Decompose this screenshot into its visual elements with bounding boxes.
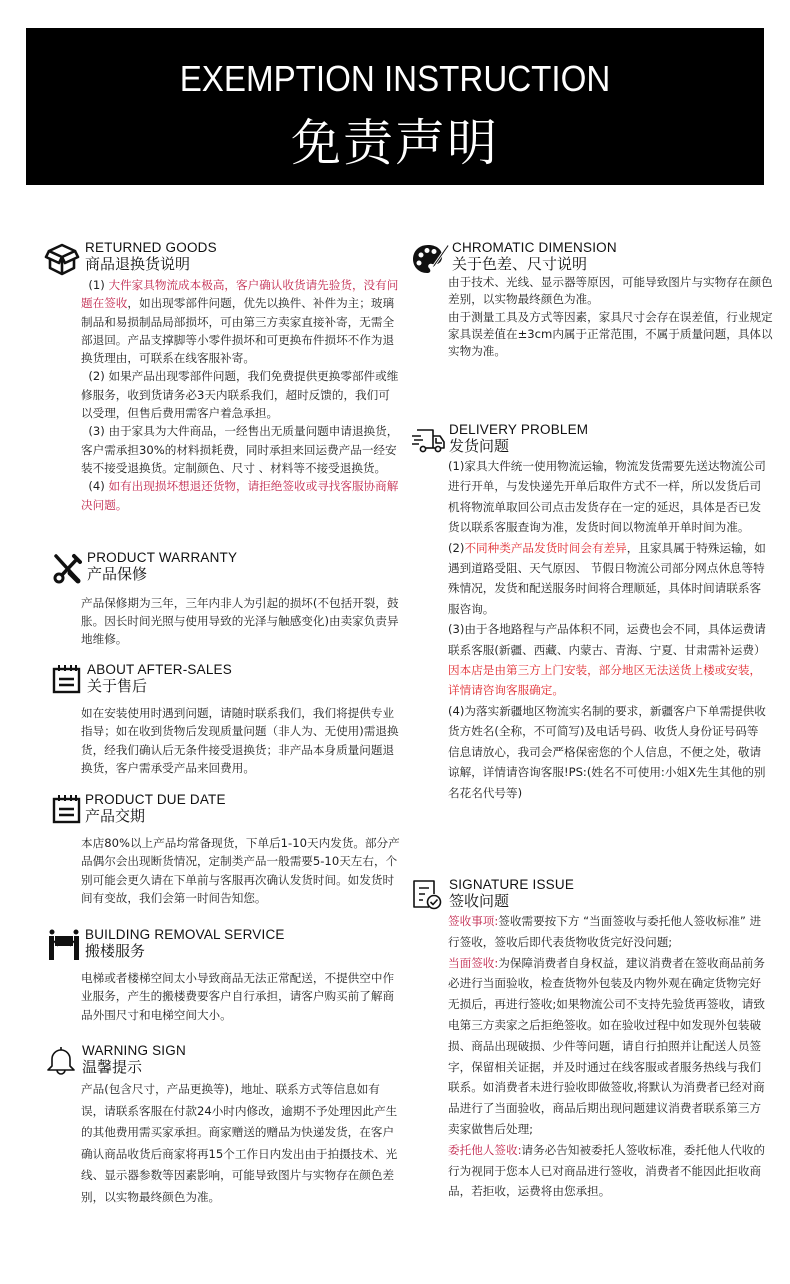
- delivery-truck-icon: [411, 426, 446, 456]
- delivery-body: [448, 456, 770, 803]
- bell-icon: [46, 1045, 76, 1077]
- signature-body: [448, 911, 770, 1202]
- list-item: (3) 由于家具为大件商品，一经售出无质量问题申请退换货，客户需承担30%的材料损耗费，同时承担来回运费产品一经安装不接受退换货。定制颜色、尺寸 、材料等不接受退换货。: [81, 424, 399, 475]
- list-item: (1) 大件家具物流成本极高，客户确认收货请先验货，没有问题在签收，如出现零部件问题，优先以换件、补件为主；玻璃制品和易损制品局部损坏，可由第三方卖家直接补寄，无需全部退回。产品支撑脚等小零件损坏和可更换布件损坏不作为退换货理由，可联系在线客服补寄。: [81, 278, 399, 366]
- banner-title-en: EXEMPTION INSTRUCTION: [179, 58, 611, 99]
- product-warranty-body: 产品保修期为三年，三年内非人为引起的损坏(不包括开裂，鼓胀。因长时间光照与使用导致的光泽与触感变化)由卖家负责异地维修。: [81, 596, 399, 646]
- list-item: 委托他人签收:请务必告知被委托人签收标准，委托他人代收的行为视同于您本人已对商品进行签收，消费者不能因此拒收商品，若拒收，运费将由您承担。: [448, 1142, 765, 1199]
- section-title-cn: 温馨提示: [82, 1058, 143, 1076]
- list-item: (4) 如有出现损坏想退还货物，请拒绝签收或寻找客服协商解决问题。: [81, 479, 399, 512]
- palette-icon: [412, 242, 450, 276]
- paragraph: 由于技术、光线、显示器等原因，可能导致图片与实物存在颜色差别，以实物最终颜色为准。: [448, 275, 773, 307]
- section-title-en: PRODUCT DUE DATE: [85, 792, 226, 807]
- section-title-cn: 发货问题: [449, 437, 510, 455]
- section-returned-goods: [44, 240, 399, 514]
- list-item: (3)由于各地路程与产品体积不同，运费也会不同，具体运费请联系客服(新疆、西藏、内蒙古、青海、宁夏、甘肃需补运费）因本店是由第三方上门安装，部分地区无法送货上楼或安装，详情请咨询客服确定。: [448, 622, 766, 698]
- chromatic-body: [448, 274, 773, 360]
- section-delivery: [411, 422, 773, 803]
- banner-title-cn: 免责声明: [291, 114, 499, 172]
- section-warning-sign: [46, 1043, 401, 1208]
- section-product-warranty: [52, 550, 402, 648]
- section-title-en: PRODUCT WARRANTY: [87, 550, 238, 565]
- paragraph: 由于测量工具及方式等因素，家具尺寸会存在误差值，行业规定家具误差值在±3cm内属于正常范围，不属于质量问题，具体以实物为准。: [448, 309, 773, 359]
- signed-document-icon: [412, 879, 442, 911]
- due-date-body: 本店80%以上产品均常备现货，下单后1-10天内发货。部分产品偶尔会出现断货情况，定制类产品一般需要5-10天左右，个别可能会更久请在下单前与客服再次确认发货时间。如发货时间有变故，我们会第一时间告知您。: [81, 836, 400, 905]
- list-item: 签收事项:签收需要按下方 “当面签收与委托他人签收标准” 进行签收，签收后即代表货物收货完好没问题;: [448, 914, 762, 949]
- section-title-cn: 产品交期: [85, 807, 146, 825]
- header-banner: [26, 28, 764, 185]
- section-title-en: BUILDING REMOVAL SERVICE: [85, 927, 285, 942]
- section-title-cn: 签收问题: [449, 892, 510, 910]
- list-item: 当面签收:为保障消费者自身权益，建议消费者在签收商品前务必进行当面验收，检查货物外包装及内物外观在确定货物完好无损后，再进行签收;如果物流公司不支持先验货再签收，请致电第三方卖家之后拒绝签收。如在验收过程中如发现外包装破损、商品出现破损、少件等问题，请自行拍照并让配送人员签字，保留相关证据，并及时通过在线客服或者服务热线与我们联系。如消费者未进行验收即做签收,将默认为消费者已经对商品进行了当面验收，商品后期出现问题建议消费者联系第三方卖家做售后处理;: [448, 955, 765, 1136]
- list-item: (1)家具大件统一使用物流运输，物流发货需要先送达物流公司进行开单，与发快递先开单后取件方式不一样，所以发货后司机将物流单取回公司点击发货存在一定的延迟，具体是否已发货以联系客服查询为准，发货时间以物流单开单时间为准。: [448, 459, 766, 535]
- section-title-en: WARNING SIGN: [82, 1043, 186, 1058]
- section-title-cn: 关于售后: [87, 677, 148, 695]
- list-item: (2) 如果产品出现零部件问题，我们免费提供更换零部件或维修服务，收到货请务必3天内联系我们，超时反馈的，我们可以受理，但售后费用需客户着急承担。: [81, 369, 399, 421]
- section-signature: [412, 877, 774, 1202]
- section-title-en: RETURNED GOODS: [85, 240, 217, 255]
- movers-icon: [48, 929, 80, 961]
- open-box-icon: [44, 242, 80, 276]
- list-item: (2)不同种类产品发货时间会有差异，且家具属于特殊运输，如遇到道路受阻、天气原因、 节假日物流公司部分网点休息等特殊情况，发货和配送服务时间将合理顺延，具体时间请联系客服咨询。: [448, 540, 766, 616]
- calendar-icon: [52, 664, 81, 694]
- removal-service-body: 电梯或者楼梯空间太小导致商品无法正常配送，不提供空中作业服务，产生的搬楼费要客户自行承担，请客户购买前了解商品外围尺寸和电梯空间大小。: [81, 971, 395, 1022]
- returned-goods-body: [81, 276, 399, 514]
- section-title-cn: 产品保修: [87, 565, 148, 583]
- section-title-cn: 搬楼服务: [85, 942, 146, 960]
- wrench-screwdriver-icon: [52, 552, 82, 584]
- after-sales-body: 如在安装使用时遇到问题，请随时联系我们，我们将提供专业指导；如在收到货物后发现质量问题（非人为、无使用)需退换货，经我们确认后无条件接受退换货；非产品本身质量问题退换货，客户需承受产品来回费用。: [81, 706, 399, 775]
- section-title-en: ABOUT AFTER-SALES: [87, 662, 232, 677]
- section-removal-service: [48, 927, 403, 1024]
- calendar-icon: [52, 794, 81, 824]
- section-title-cn: 商品退换货说明: [85, 255, 191, 273]
- list-item: (4)为落实新疆地区物流实名制的要求，新疆客户下单需提供收货方姓名(全称，不可简写)及电话号码、收货人身份证号码等信息请放心，我司会严格保密您的个人信息，不便之处，敬请谅解，详情请咨询客服!PS:(姓名不可使用:小姐X先生其他的别名花名代号等): [448, 703, 766, 800]
- section-title-en: CHROMATIC DIMENSION: [452, 240, 617, 255]
- warning-sign-body: 产品(包含尺寸，产品更换等)，地址、联系方式等信息如有误，请联系客服在付款24小时内修改，逾期不予处理因此产生的其他费用需买家承担。商家赠送的赠品为快递发货，在客户确认商品收货后商家将再15个工作日内发出由于拍摄技术、光线、显示器参数等因素影响，可能导致图片与实物存在颜色差别，以实物最终颜色为准。: [81, 1082, 398, 1204]
- section-chromatic: [412, 240, 772, 360]
- section-title-en: SIGNATURE ISSUE: [449, 877, 575, 892]
- section-due-date: [52, 792, 402, 907]
- section-title-cn: 关于色差、尺寸说明: [452, 255, 588, 273]
- section-title-en: DELIVERY PROBLEM: [449, 422, 589, 437]
- section-after-sales: [52, 662, 402, 777]
